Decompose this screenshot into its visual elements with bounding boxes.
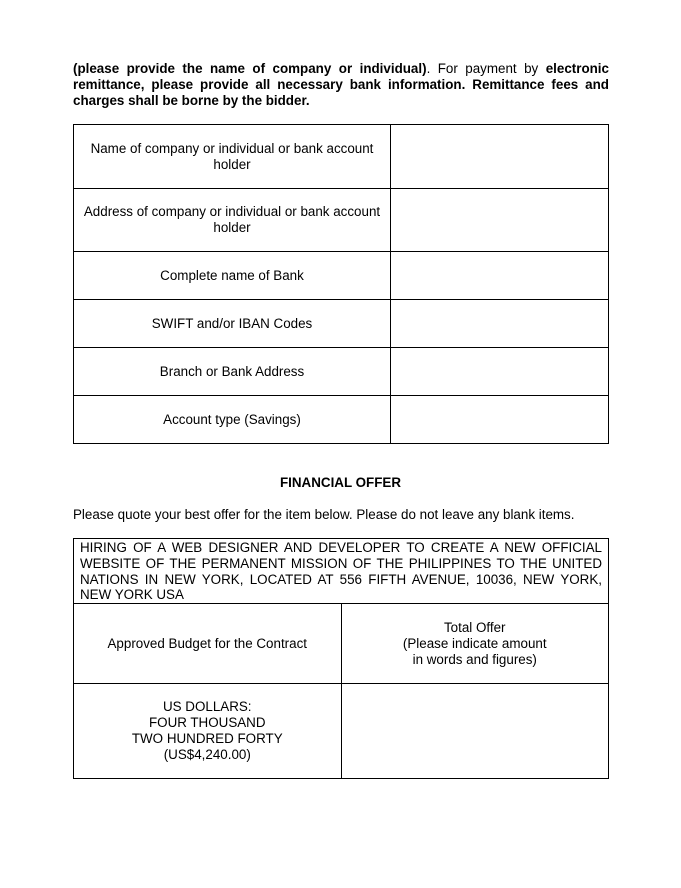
table-row: [74, 539, 609, 604]
row-value-account-type[interactable]: [391, 396, 609, 444]
item-description: HIRING OF A WEB DESIGNER AND DEVELOPER TO CREATE A NEW OFFICIAL WEBSITE OF THE PERMANENT MISSION OF THE PHILIPPINES TO THE UNITED NATIONS IN NEW YORK, LOCATED AT 556 FIFTH AVENUE, 10036, NEW YORK, NEW YORK USA: [74, 539, 609, 604]
row-value-branch-address[interactable]: [391, 348, 609, 396]
table-row: [74, 348, 609, 396]
table-row: [74, 252, 609, 300]
table-row: [74, 125, 609, 189]
total-offer-header-line2: (Please indicate amount: [402, 635, 547, 651]
budget-value-line4: (US$4,240.00): [163, 747, 251, 763]
row-label-account-holder: Name of company or individual or bank account holder: [74, 125, 391, 189]
bank-information-table: [73, 124, 609, 444]
intro-paragraph: [73, 61, 609, 109]
table-row: [74, 300, 609, 348]
table-row: [74, 684, 609, 779]
financial-offer-table: [73, 538, 609, 779]
financial-offer-instruction: Please quote your best offer for the item below. Please do not leave any blank items.: [73, 507, 575, 522]
table-row: [74, 604, 609, 684]
row-label-account-type: Account type (Savings): [74, 396, 391, 444]
row-value-bank-name[interactable]: [391, 252, 609, 300]
row-label-address: Address of company or individual or bank account holder: [74, 189, 391, 252]
row-label-branch-address: Branch or Bank Address: [74, 348, 391, 396]
row-value-swift-iban[interactable]: [391, 300, 609, 348]
budget-value-line1: US DOLLARS:: [162, 699, 252, 715]
total-offer-header-line3: in words and figures): [412, 651, 537, 667]
total-offer-header-line1: Total Offer: [443, 619, 506, 635]
budget-value-line3: TWO HUNDRED FORTY: [131, 731, 283, 747]
budget-header: Approved Budget for the Contract: [74, 604, 342, 684]
row-label-bank-name: Complete name of Bank: [74, 252, 391, 300]
row-label-swift-iban: SWIFT and/or IBAN Codes: [74, 300, 391, 348]
row-value-address[interactable]: [391, 189, 609, 252]
intro-bold-1: (please provide the name of company or individual): [73, 61, 427, 76]
intro-text: . For payment by: [426, 61, 546, 76]
budget-value: [74, 684, 342, 779]
financial-offer-heading: FINANCIAL OFFER: [279, 475, 401, 490]
table-row: [74, 396, 609, 444]
budget-value-line2: FOUR THOUSAND: [148, 715, 266, 731]
intro-bold-2: electronic remittance, please provide all necessary bank information. Remittance fees and charges shall be borne by the bidder.: [73, 61, 609, 108]
total-offer-value[interactable]: [341, 684, 609, 779]
total-offer-header: [341, 604, 609, 684]
row-value-account-holder[interactable]: [391, 125, 609, 189]
table-row: [74, 189, 609, 252]
